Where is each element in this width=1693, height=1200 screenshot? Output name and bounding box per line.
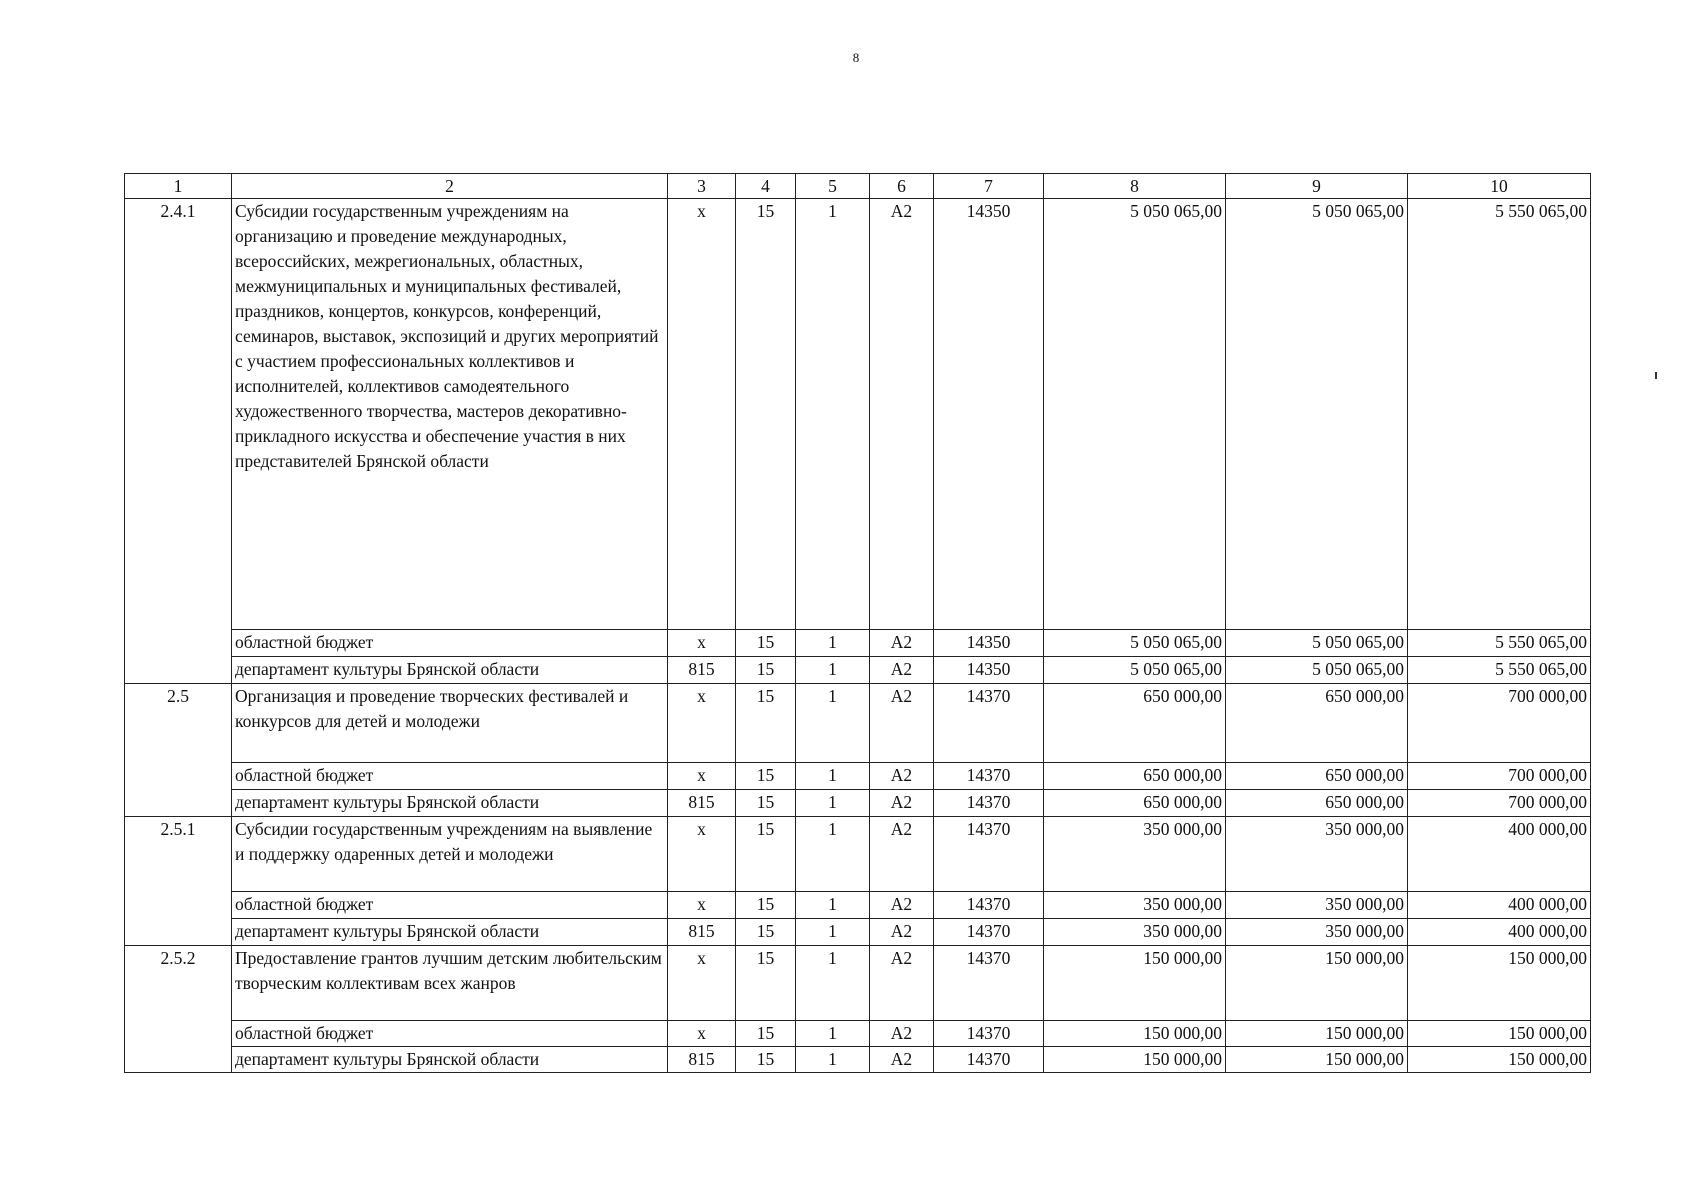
cell-col4: 15 [736,1021,796,1047]
cell-col10: 700 000,00 [1408,763,1591,790]
cell-col9: 650 000,00 [1226,790,1408,817]
cell-col6: А2 [870,817,934,892]
row-name: областной бюджет [232,630,668,657]
table-row [125,763,1591,790]
cell-col7: 14350 [934,630,1044,657]
row-name: областной бюджет [232,892,668,919]
row-number: 2.4.1 [125,199,232,684]
cell-col8: 650 000,00 [1044,684,1226,763]
row-name: департамент культуры Брянской области [232,657,668,684]
table-row [125,684,1591,763]
header-cell: 9 [1226,174,1408,199]
cell-col6: А2 [870,1021,934,1047]
cell-col7: 14370 [934,1047,1044,1073]
row-name: департамент культуры Брянской области [232,919,668,946]
table-row [125,1021,1591,1047]
cell-col3: х [668,684,736,763]
row-name: Организация и проведение творческих фестивалей и конкурсов для детей и молодежи [232,684,668,763]
cell-col5: 1 [796,1047,870,1073]
cell-col5: 1 [796,1021,870,1047]
row-name: департамент культуры Брянской области [232,1047,668,1073]
cell-col5: 1 [796,919,870,946]
cell-col4: 15 [736,817,796,892]
cell-col10: 150 000,00 [1408,1021,1591,1047]
cell-col6: А2 [870,763,934,790]
cell-col10: 700 000,00 [1408,684,1591,763]
cell-col7: 14370 [934,946,1044,1021]
cell-col3: х [668,817,736,892]
table-row [125,657,1591,684]
cell-col3: х [668,763,736,790]
cell-col9: 650 000,00 [1226,684,1408,763]
cell-col9: 350 000,00 [1226,817,1408,892]
row-number: 2.5 [125,684,232,817]
cell-col3: х [668,946,736,1021]
table-row [125,1047,1591,1073]
cell-col3: х [668,892,736,919]
table-header-row [125,174,1591,199]
cell-col4: 15 [736,684,796,763]
cell-col5: 1 [796,684,870,763]
cell-col9: 350 000,00 [1226,919,1408,946]
header-cell: 7 [934,174,1044,199]
cell-col3: х [668,630,736,657]
table-row [125,630,1591,657]
cell-col4: 15 [736,630,796,657]
cell-col5: 1 [796,790,870,817]
header-cell: 1 [125,174,232,199]
header-cell: 5 [796,174,870,199]
cell-col3: х [668,1021,736,1047]
cell-col7: 14350 [934,657,1044,684]
cell-col3: 815 [668,919,736,946]
cell-col5: 1 [796,763,870,790]
cell-col6: А2 [870,946,934,1021]
cell-col6: А2 [870,630,934,657]
cell-col5: 1 [796,892,870,919]
row-name: областной бюджет [232,763,668,790]
row-name: Субсидии государственным учреждениям на организацию и проведение международных, всероссийских, межрегиональных, областных, межмуниципальных и муниципальных фестивалей, праздников, концертов, конкурсов, конференций, семинаров, выставок, экспозиций и других мероприятий с участием профессиональных коллективов и исполнителей, коллективов самодеятельного художественного творчества, мастеров декоративно-прикладного искусства и обеспечение участия в них представителей Брянской области [232,199,668,630]
cell-col8: 350 000,00 [1044,919,1226,946]
cell-col10: 5 550 065,00 [1408,657,1591,684]
row-name: департамент культуры Брянской области [232,790,668,817]
row-name: областной бюджет [232,1021,668,1047]
cell-col6: А2 [870,892,934,919]
cell-col6: А2 [870,1047,934,1073]
cell-col3: 815 [668,657,736,684]
header-cell: 2 [232,174,668,199]
cell-col7: 14370 [934,684,1044,763]
cell-col7: 14370 [934,817,1044,892]
cell-col4: 15 [736,199,796,630]
cell-col9: 5 050 065,00 [1226,630,1408,657]
cell-col5: 1 [796,630,870,657]
row-name: Предоставление грантов лучшим детским любительским творческим коллективам всех жанров [232,946,668,1021]
cell-col6: А2 [870,919,934,946]
cell-col8: 350 000,00 [1044,892,1226,919]
cell-col6: А2 [870,657,934,684]
page-number: 8 [852,50,860,65]
cell-col9: 350 000,00 [1226,892,1408,919]
table-row [125,817,1591,892]
cell-col9: 650 000,00 [1226,763,1408,790]
cell-col7: 14370 [934,919,1044,946]
cell-col8: 5 050 065,00 [1044,630,1226,657]
cell-col5: 1 [796,657,870,684]
cell-col8: 650 000,00 [1044,790,1226,817]
cell-col9: 150 000,00 [1226,946,1408,1021]
scan-artifact-mark [1655,372,1657,379]
cell-col8: 5 050 065,00 [1044,657,1226,684]
cell-col6: А2 [870,684,934,763]
cell-col5: 1 [796,817,870,892]
cell-col4: 15 [736,763,796,790]
cell-col9: 150 000,00 [1226,1047,1408,1073]
header-cell: 8 [1044,174,1226,199]
cell-col7: 14370 [934,1021,1044,1047]
cell-col10: 400 000,00 [1408,919,1591,946]
header-cell: 4 [736,174,796,199]
cell-col7: 14370 [934,892,1044,919]
cell-col4: 15 [736,946,796,1021]
cell-col10: 150 000,00 [1408,946,1591,1021]
table-row [125,946,1591,1021]
table-row [125,892,1591,919]
cell-col8: 150 000,00 [1044,946,1226,1021]
cell-col4: 15 [736,657,796,684]
row-number: 2.5.2 [125,946,232,1073]
cell-col4: 15 [736,892,796,919]
cell-col8: 650 000,00 [1044,763,1226,790]
cell-col4: 15 [736,790,796,817]
cell-col8: 5 050 065,00 [1044,199,1226,630]
cell-col10: 400 000,00 [1408,817,1591,892]
cell-col3: х [668,199,736,630]
cell-col9: 150 000,00 [1226,1021,1408,1047]
row-number: 2.5.1 [125,817,232,946]
cell-col7: 14350 [934,199,1044,630]
cell-col9: 5 050 065,00 [1226,199,1408,630]
cell-col9: 5 050 065,00 [1226,657,1408,684]
cell-col4: 15 [736,919,796,946]
cell-col6: А2 [870,790,934,817]
cell-col5: 1 [796,199,870,630]
cell-col10: 5 550 065,00 [1408,199,1591,630]
cell-col8: 150 000,00 [1044,1021,1226,1047]
cell-col4: 15 [736,1047,796,1073]
table-row [125,919,1591,946]
cell-col5: 1 [796,946,870,1021]
cell-col10: 700 000,00 [1408,790,1591,817]
cell-col3: 815 [668,1047,736,1073]
header-cell: 3 [668,174,736,199]
cell-col3: 815 [668,790,736,817]
table-row [125,199,1591,630]
header-cell: 6 [870,174,934,199]
header-cell: 10 [1408,174,1591,199]
cell-col10: 150 000,00 [1408,1047,1591,1073]
row-name: Субсидии государственным учреждениям на выявление и поддержку одаренных детей и молодежи [232,817,668,892]
budget-table [124,173,1591,1073]
cell-col8: 150 000,00 [1044,1047,1226,1073]
cell-col7: 14370 [934,790,1044,817]
table-row [125,790,1591,817]
cell-col8: 350 000,00 [1044,817,1226,892]
cell-col7: 14370 [934,763,1044,790]
cell-col10: 5 550 065,00 [1408,630,1591,657]
cell-col10: 400 000,00 [1408,892,1591,919]
cell-col6: А2 [870,199,934,630]
